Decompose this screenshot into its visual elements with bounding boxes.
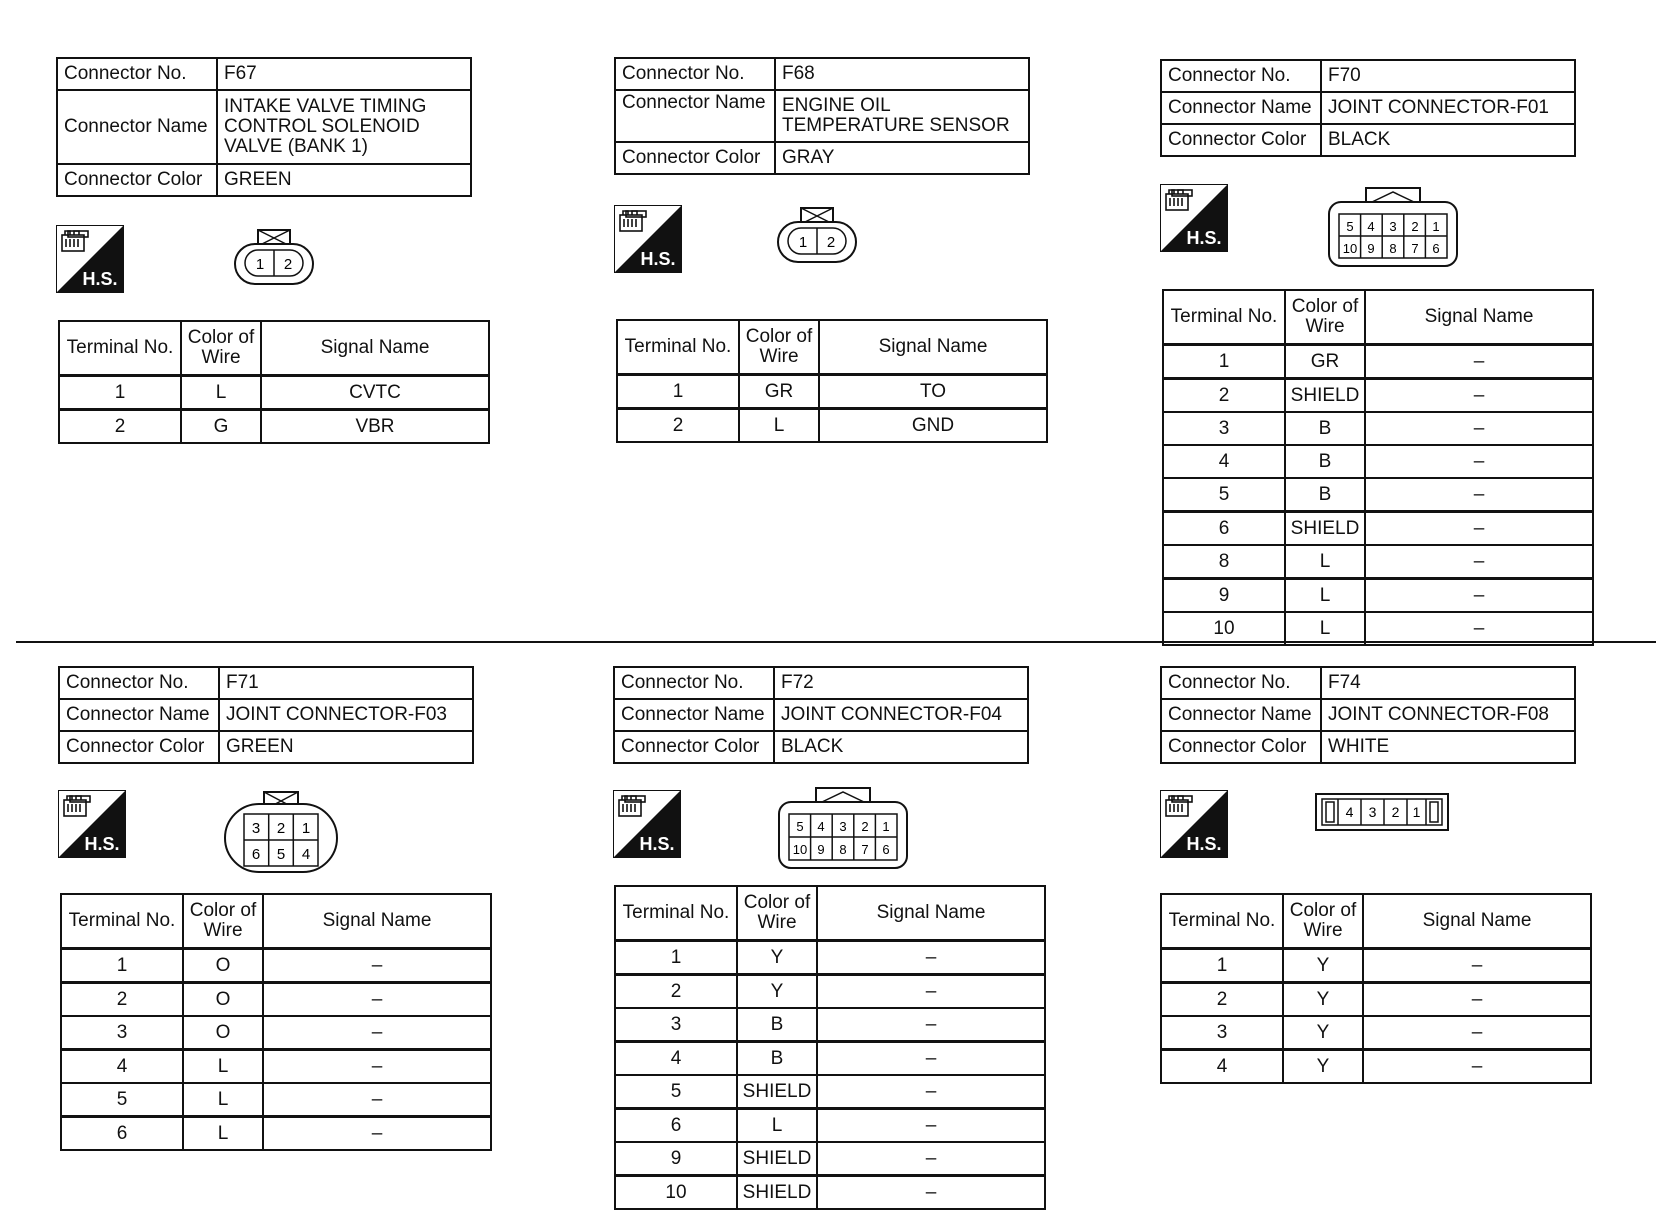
connector-info-table <box>613 666 1029 764</box>
connector-info-table <box>614 57 1030 175</box>
svg-text:3: 3 <box>839 819 847 834</box>
connector-name-label: Connector Name <box>57 90 217 164</box>
terminal-table <box>1162 289 1594 646</box>
connector-panel-f71 <box>58 666 474 764</box>
connector-no-label: Connector No. <box>615 58 775 90</box>
svg-text:H.S.: H.S. <box>84 834 120 854</box>
table-row: 9 SHIELD – <box>615 1142 1045 1176</box>
svg-text:H.S.: H.S. <box>1186 834 1222 854</box>
connector-color-label: Connector Color <box>614 731 774 763</box>
connector-info-table <box>1160 59 1576 157</box>
connector-face-f74 <box>1314 792 1450 832</box>
color-of-wire-header: Color of Wire <box>181 321 261 376</box>
connector-no-label: Connector No. <box>59 667 219 699</box>
connector-panel-f74 <box>1160 666 1576 764</box>
svg-text:H.S.: H.S. <box>640 249 676 269</box>
svg-text:5: 5 <box>1346 219 1354 234</box>
terminal-no-header: Terminal No. <box>1161 894 1283 949</box>
svg-text:H.S.: H.S. <box>1186 228 1222 248</box>
connector-no-value: F68 <box>775 58 1029 90</box>
table-row: 2 L GND <box>617 409 1047 443</box>
svg-text:9: 9 <box>1367 241 1375 256</box>
svg-text:2: 2 <box>283 256 293 273</box>
terminal-no-header: Terminal No. <box>615 886 737 941</box>
harness-side-icon <box>1160 790 1228 858</box>
table-row: 1 Y – <box>615 941 1045 975</box>
svg-text:7: 7 <box>861 842 869 857</box>
table-row: 1 L CVTC <box>59 376 489 410</box>
connector-name-value: JOINT CONNECTOR-F04 <box>774 699 1028 731</box>
table-row: 6 L – <box>615 1109 1045 1143</box>
terminal-no-header: Terminal No. <box>61 894 183 949</box>
svg-text:8: 8 <box>839 842 847 857</box>
connector-color-value: WHITE <box>1321 731 1575 763</box>
svg-text:2: 2 <box>276 820 286 837</box>
table-row: 2 Y – <box>615 975 1045 1009</box>
terminal-no-header: Terminal No. <box>59 321 181 376</box>
connector-face-f68 <box>775 206 859 266</box>
table-row: 2 SHIELD – <box>1163 379 1593 413</box>
connector-panel-f67 <box>56 57 472 197</box>
table-row: 4 Y – <box>1161 1050 1591 1084</box>
svg-text:4: 4 <box>817 819 825 834</box>
table-row: 3 Y – <box>1161 1016 1591 1050</box>
connector-no-value: F70 <box>1321 60 1575 92</box>
connector-face-f71 <box>222 790 340 876</box>
table-row: 1 GR TO <box>617 375 1047 409</box>
table-row: 3 O – <box>61 1016 491 1050</box>
terminal-panel-f70 <box>1162 289 1594 646</box>
connector-info-table <box>58 666 474 764</box>
connector-color-value: GRAY <box>775 142 1029 174</box>
connector-color-value: BLACK <box>1321 124 1575 156</box>
connector-info-table <box>1160 666 1576 764</box>
terminal-panel-f67 <box>58 320 490 444</box>
connector-no-label: Connector No. <box>57 58 217 90</box>
table-row: 1 O – <box>61 949 491 983</box>
svg-text:7: 7 <box>1411 241 1419 256</box>
table-row: 6 L – <box>61 1117 491 1151</box>
connector-no-value: F71 <box>219 667 473 699</box>
signal-name-header: Signal Name <box>1365 290 1593 345</box>
table-row: 1 Y – <box>1161 949 1591 983</box>
svg-text:H.S.: H.S. <box>639 834 675 854</box>
svg-text:H.S.: H.S. <box>82 269 118 289</box>
connector-name-value: JOINT CONNECTOR-F03 <box>219 699 473 731</box>
color-of-wire-header: Color of Wire <box>739 320 819 375</box>
table-row: 2 Y – <box>1161 983 1591 1017</box>
table-row: 10 L – <box>1163 612 1593 645</box>
harness-side-icon <box>613 790 681 858</box>
svg-text:3: 3 <box>1368 804 1377 820</box>
connector-name-value: ENGINE OIL TEMPERATURE SENSOR <box>775 90 1029 142</box>
connector-name-value: INTAKE VALVE TIMING CONTROL SOLENOID VALVE (BANK 1) <box>217 90 471 164</box>
svg-text:1: 1 <box>798 234 808 251</box>
connector-panel-f68 <box>614 57 1030 175</box>
table-row: 9 L – <box>1163 579 1593 613</box>
terminal-panel-f74 <box>1160 893 1592 1084</box>
connector-panel-f70 <box>1160 59 1576 157</box>
svg-text:8: 8 <box>1389 241 1397 256</box>
harness-side-icon <box>614 205 682 273</box>
svg-text:5: 5 <box>796 819 804 834</box>
svg-text:3: 3 <box>1389 219 1397 234</box>
table-row: 4 L – <box>61 1050 491 1084</box>
terminal-table <box>614 885 1046 1210</box>
harness-side-icon <box>56 225 124 293</box>
table-row: 6 SHIELD – <box>1163 512 1593 546</box>
terminal-table <box>58 320 490 444</box>
svg-text:4: 4 <box>1345 804 1354 820</box>
svg-text:6: 6 <box>882 842 890 857</box>
svg-text:9: 9 <box>817 842 825 857</box>
terminal-no-header: Terminal No. <box>617 320 739 375</box>
connector-no-label: Connector No. <box>1161 60 1321 92</box>
table-row: 2 G VBR <box>59 410 489 444</box>
connector-name-value: JOINT CONNECTOR-F08 <box>1321 699 1575 731</box>
table-row: 5 L – <box>61 1083 491 1117</box>
svg-text:4: 4 <box>301 846 311 863</box>
svg-text:5: 5 <box>276 846 286 863</box>
connector-color-label: Connector Color <box>615 142 775 174</box>
svg-text:3: 3 <box>251 820 261 837</box>
harness-side-icon <box>58 790 126 858</box>
svg-text:4: 4 <box>1367 219 1375 234</box>
connector-no-value: F72 <box>774 667 1028 699</box>
connector-no-value: F67 <box>217 58 471 90</box>
color-of-wire-header: Color of Wire <box>1285 290 1365 345</box>
svg-text:1: 1 <box>301 820 311 837</box>
color-of-wire-header: Color of Wire <box>183 894 263 949</box>
connector-info-table <box>56 57 472 197</box>
color-of-wire-header: Color of Wire <box>1283 894 1363 949</box>
table-row: 2 O – <box>61 983 491 1017</box>
connector-no-value: F74 <box>1321 667 1575 699</box>
connector-name-label: Connector Name <box>615 90 775 142</box>
terminal-panel-f68 <box>616 319 1048 443</box>
table-row: 4 B – <box>1163 445 1593 478</box>
connector-color-label: Connector Color <box>57 164 217 196</box>
connector-name-label: Connector Name <box>1161 699 1321 731</box>
connector-face-f70 <box>1326 186 1460 270</box>
connector-no-label: Connector No. <box>614 667 774 699</box>
signal-name-header: Signal Name <box>819 320 1047 375</box>
table-row: 5 B – <box>1163 478 1593 512</box>
svg-text:6: 6 <box>1432 241 1440 256</box>
signal-name-header: Signal Name <box>1363 894 1591 949</box>
connector-color-value: GREEN <box>217 164 471 196</box>
terminal-table <box>60 893 492 1151</box>
table-row: 10 SHIELD – <box>615 1176 1045 1210</box>
svg-text:10: 10 <box>792 842 808 857</box>
connector-color-label: Connector Color <box>1161 124 1321 156</box>
table-row: 3 B – <box>615 1008 1045 1042</box>
section-divider <box>16 641 1656 643</box>
table-row: 8 L – <box>1163 545 1593 579</box>
connector-color-label: Connector Color <box>1161 731 1321 763</box>
color-of-wire-header: Color of Wire <box>737 886 817 941</box>
signal-name-header: Signal Name <box>261 321 489 376</box>
connector-name-label: Connector Name <box>1161 92 1321 124</box>
terminal-panel-f72 <box>614 885 1046 1210</box>
terminal-panel-f71 <box>60 893 492 1151</box>
signal-name-header: Signal Name <box>263 894 491 949</box>
terminal-no-header: Terminal No. <box>1163 290 1285 345</box>
terminal-table <box>616 319 1048 443</box>
connector-face-f67 <box>232 228 316 288</box>
table-row: 5 SHIELD – <box>615 1075 1045 1109</box>
connector-name-label: Connector Name <box>59 699 219 731</box>
connector-face-f72 <box>776 786 910 872</box>
svg-text:6: 6 <box>251 846 261 863</box>
connector-name-value: JOINT CONNECTOR-F01 <box>1321 92 1575 124</box>
connector-color-value: BLACK <box>774 731 1028 763</box>
svg-text:1: 1 <box>882 819 890 834</box>
table-row: 1 GR – <box>1163 345 1593 379</box>
svg-text:2: 2 <box>1391 804 1400 820</box>
svg-text:10: 10 <box>1342 241 1358 256</box>
table-row: 3 B – <box>1163 412 1593 445</box>
table-row: 4 B – <box>615 1042 1045 1076</box>
svg-text:2: 2 <box>1411 219 1419 234</box>
svg-text:1: 1 <box>1432 219 1440 234</box>
connector-color-label: Connector Color <box>59 731 219 763</box>
svg-text:1: 1 <box>1412 804 1421 820</box>
svg-text:2: 2 <box>861 819 869 834</box>
connector-color-value: GREEN <box>219 731 473 763</box>
svg-text:2: 2 <box>826 234 836 251</box>
connector-name-label: Connector Name <box>614 699 774 731</box>
harness-side-icon <box>1160 184 1228 252</box>
signal-name-header: Signal Name <box>817 886 1045 941</box>
connector-panel-f72 <box>613 666 1029 764</box>
connector-no-label: Connector No. <box>1161 667 1321 699</box>
svg-text:1: 1 <box>255 256 265 273</box>
terminal-table <box>1160 893 1592 1084</box>
